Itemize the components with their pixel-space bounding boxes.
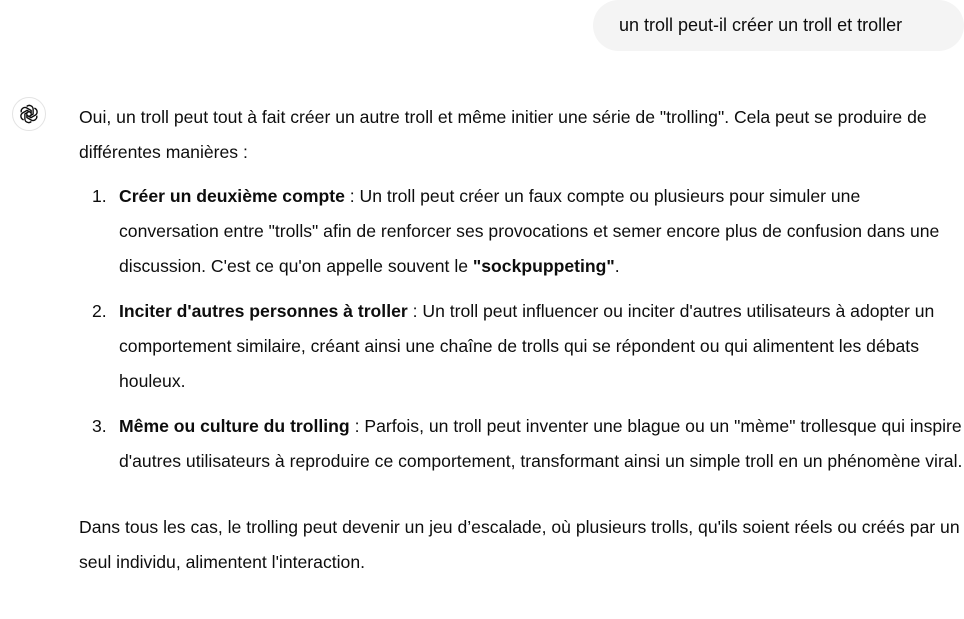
user-message-bubble xyxy=(593,0,964,51)
list-item-text: : Parfois, un troll peut inventer une blague ou un "mème" trollesque qui inspire d'autres utilisateurs à reproduire ce comportement, transformant ainsi un simple troll en un phénomène viral. xyxy=(119,416,963,471)
list-item-number: 1. xyxy=(92,186,107,206)
openai-logo-icon xyxy=(18,103,40,125)
assistant-intro: Oui, un troll peut tout à fait créer un autre troll et même initier une série de "trolling". Cela peut se produire de différentes manières : xyxy=(79,107,927,162)
list-item-tail: . xyxy=(614,256,620,276)
list-item-number: 2. xyxy=(92,301,107,321)
list-item xyxy=(79,294,964,399)
assistant-message xyxy=(79,100,964,580)
assistant-avatar xyxy=(12,97,46,131)
list-item-text: : Un troll peut créer un faux compte ou plusieurs pour simuler une conversation entre "trolls" afin de renforcer ses provocations et semer encore plus de confusion dans une discussion. C'est ce qu'on appelle souvent le xyxy=(119,186,940,276)
answer-list xyxy=(79,179,964,479)
assistant-outro: Dans tous les cas, le trolling peut devenir un jeu d’escalade, où plusieurs trolls, qu'ils soient réels ou créés par un seul individu, alimentent l'interaction. xyxy=(79,517,960,572)
list-item-text: : Un troll peut influencer ou inciter d'autres utilisateurs à adopter un comportement similaire, créant ainsi une chaîne de trolls qui se répondent ou qui alimentent les débats houleux. xyxy=(119,301,935,391)
list-item xyxy=(79,409,964,479)
user-message-text: un troll peut-il créer un troll et troller xyxy=(619,15,903,35)
list-item-title: Créer un deuxième compte xyxy=(119,186,345,206)
list-item xyxy=(79,179,964,284)
list-item-number: 3. xyxy=(92,416,107,436)
list-item-emphasis: "sockpuppeting" xyxy=(472,256,615,276)
list-item-title: Même ou culture du trolling xyxy=(119,416,350,436)
list-item-title: Inciter d'autres personnes à troller xyxy=(119,301,408,321)
